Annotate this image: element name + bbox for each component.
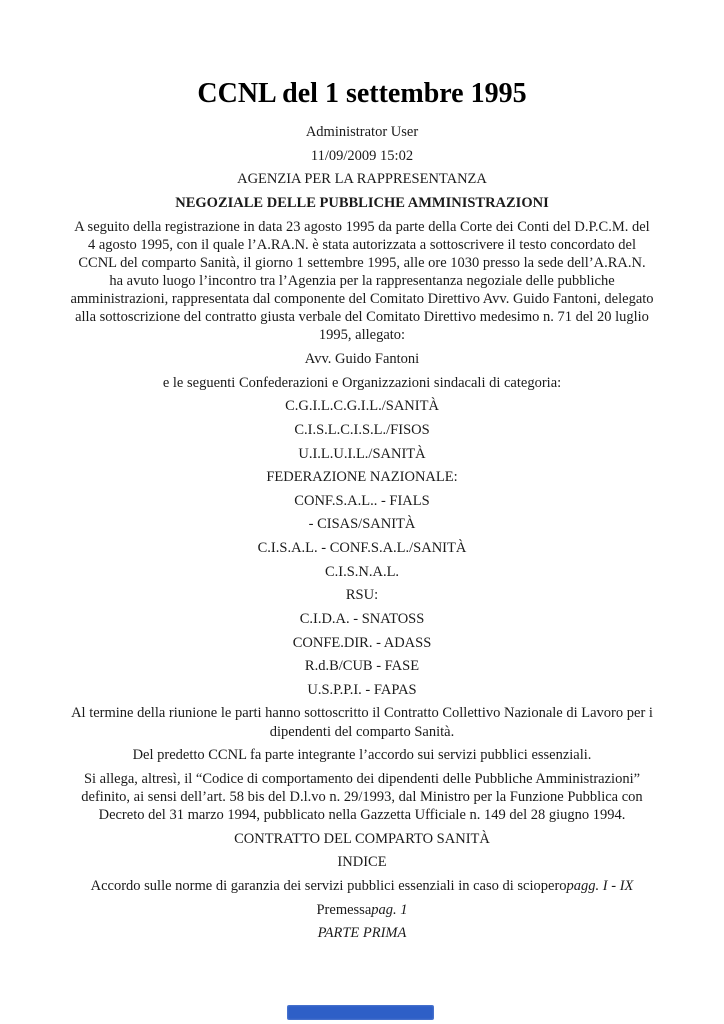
union-line-cisas: - CISAS/SANITÀ [308, 516, 416, 533]
union-line-confedir-adass: CONFE.DIR. - ADASS [292, 634, 432, 651]
union-line-rdb-cub-fase: R.d.B/CUB - FASE [304, 658, 420, 675]
agency-name-line-2: NEGOZIALE DELLE PUBBLICHE AMMINISTRAZIONI [175, 195, 549, 212]
index-item-premessa [70, 901, 654, 919]
document-title: CCNL del 1 settembre 1995 [197, 78, 527, 109]
union-line-federazione: FEDERAZIONE NAZIONALE: [266, 469, 458, 486]
contract-heading: CONTRATTO DEL COMPARTO SANITÀ [234, 830, 490, 847]
union-line-uil: U.I.L.U.I.L./SANITÀ [298, 445, 426, 462]
union-line-cgil: C.G.I.L.C.G.I.L./SANITÀ [285, 398, 439, 415]
closing-paragraph-2: Del predetto CCNL fa parte integrante l’accordo sui servizi pubblici essenziali. [132, 747, 592, 764]
union-line-cisnal: C.I.S.N.A.L. [324, 563, 400, 580]
union-line-rsu: RSU: [345, 587, 379, 604]
intro-paragraph: A seguito della registrazione in data 23 agosto 1995 da parte della Corte dei Conti del D.P.C.M. del 4 agosto 1995, con il quale l’A.RA.N. è stata autorizzata a sottoscrivere il testo concordato del CCNL del comparto Sanità, il giorno 1 settembre 1995, alle ore 1030 presso la sede dell’A.RA.N. ha avuto luogo l’incontro tra l’Agenzia per la rappresentanza negoziale delle pubbliche amministrazioni, rappresentata dal componente del Comitato Direttivo Avv. Guido Fantoni, delegato alla sottoscrizione del contratto giusta verbale del Comitato Direttivo medesimo n. 71 del 20 luglio 1995, allegato: [70, 218, 654, 344]
document-content [70, 78, 654, 948]
union-line-cisal-confsal: C.I.S.A.L. - CONF.S.A.L./SANITÀ [257, 540, 467, 557]
index-item-sciopero-text: Accordo sulle norme di garanzia dei servizi pubblici essenziali in caso di sciopero [90, 877, 567, 894]
meta-datetime: 11/09/2009 15:02 [310, 147, 414, 164]
part-heading: PARTE PRIMA [317, 925, 407, 942]
union-line-cida-snatoss: C.I.D.A. - SNATOSS [299, 610, 425, 627]
closing-paragraph-3: Si allega, altresì, il “Codice di comportamento dei dipendenti delle Pubbliche Amministrazioni” definito, ai sensi dell’art. 58 bis del D.l.vo n. 29/1993, dal Ministro per la Funzione Pubblica con Decreto del 31 marzo 1994, pubblicato nella Gazzetta Ufficiale n. 149 del 28 giugno 1994. [81, 770, 643, 824]
union-line-cisl: C.I.S.L.C.I.S.L./FISOS [294, 421, 430, 438]
agency-name-line-1: AGENZIA PER LA RAPPRESENTANZA [237, 171, 487, 188]
meta-author: Administrator User [305, 124, 419, 141]
closing-paragraph-1: Al termine della riunione le parti hanno sottoscritto il Contratto Collettivo Nazionale di Lavoro per i dipendenti del comparto Sanità. [71, 705, 653, 740]
union-line-usppi-fapas: U.S.P.P.I. - FAPAS [307, 681, 417, 698]
index-heading: INDICE [337, 854, 387, 871]
index-item-sciopero-pages: pagg. I - IX [566, 877, 634, 894]
union-line-confsal-fials: CONF.S.A.L.. - FIALS [294, 492, 430, 509]
confederations-intro: e le seguenti Confederazioni e Organizzazioni sindacali di categoria: [162, 374, 562, 391]
index-item-premessa-text: Premessa [316, 901, 372, 918]
signer-name: Avv. Guido Fantoni [304, 351, 420, 368]
index-item-sciopero [70, 877, 654, 895]
viewer-controls-fragment[interactable] [287, 1005, 434, 1020]
index-item-premessa-pages: pag. 1 [371, 901, 408, 918]
